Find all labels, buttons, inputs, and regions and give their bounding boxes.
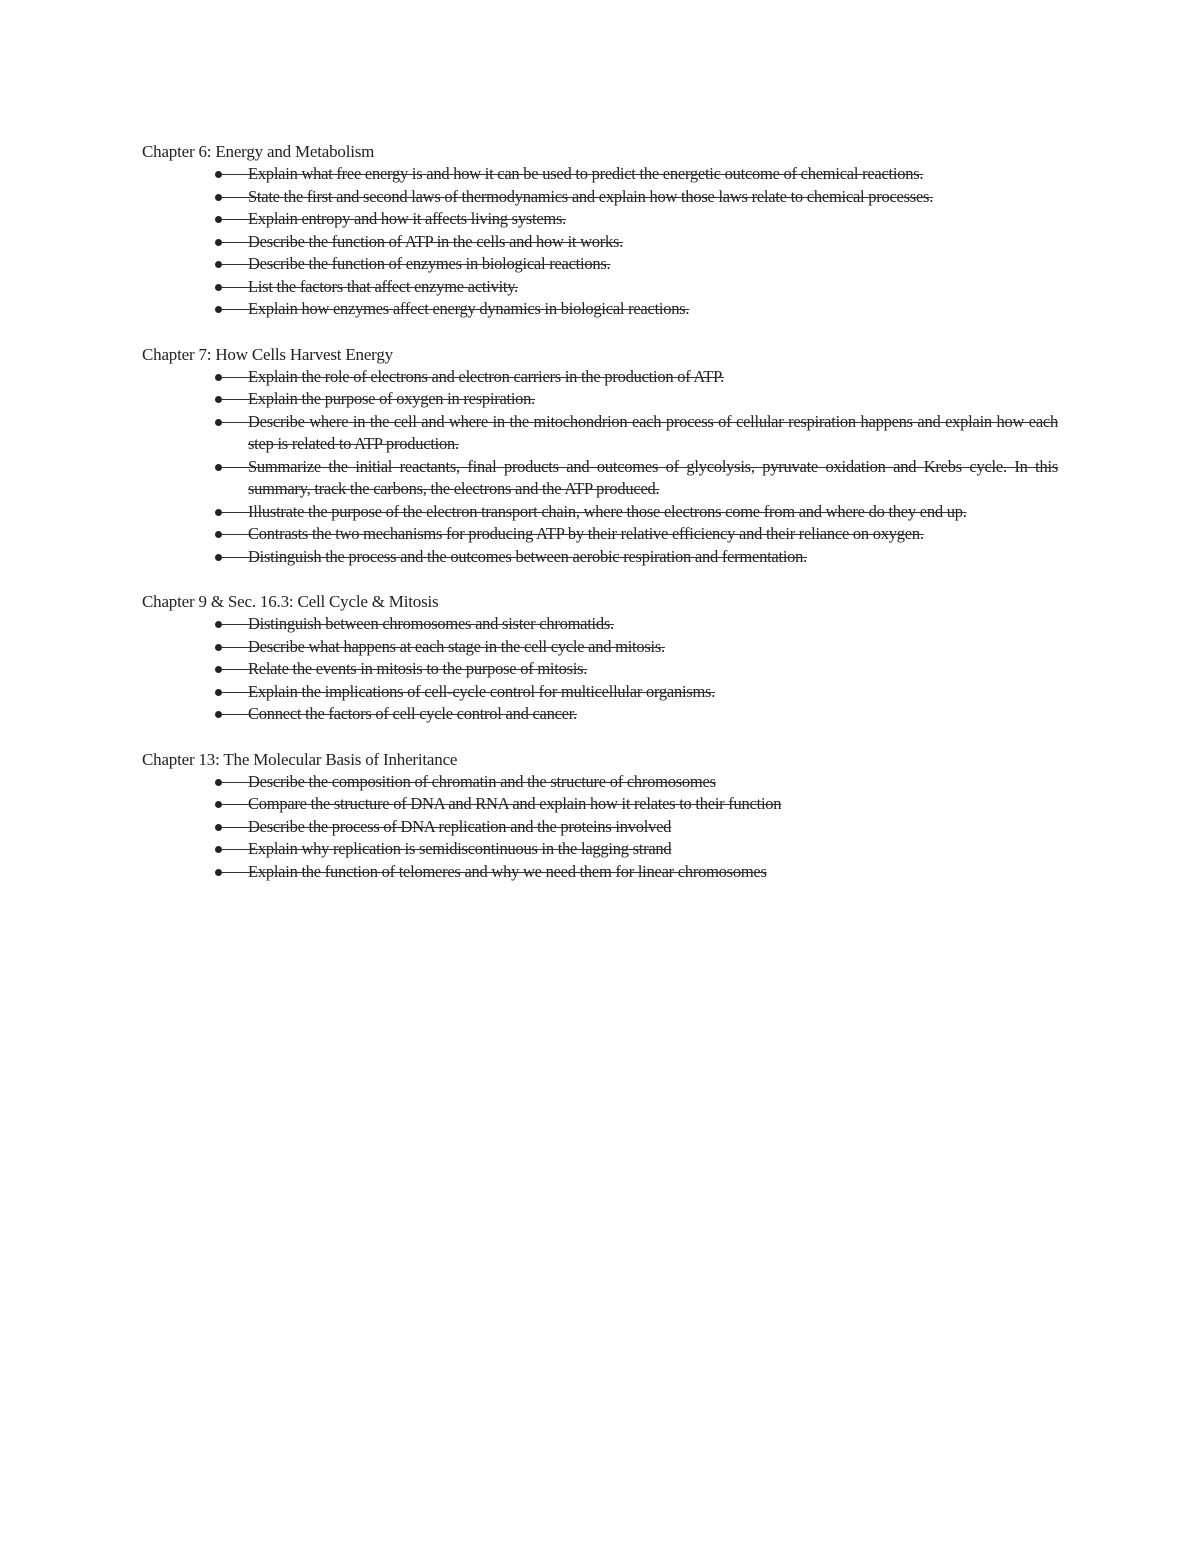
objective-text: Describe what happens at each stage in the cell cycle and mitosis. (248, 636, 665, 656)
list-item (248, 366, 1058, 389)
list-item (248, 816, 1058, 839)
objective-text: Explain the implications of cell-cycle control for multicellular organisms. (248, 681, 716, 701)
list-item (248, 456, 1058, 501)
objective-list (142, 613, 1058, 726)
strike-line (222, 557, 248, 558)
list-item (248, 276, 1058, 299)
strike-line (222, 174, 248, 175)
strike-line (222, 534, 248, 535)
bullet-icon (215, 284, 222, 291)
objective-text: Explain how enzymes affect energy dynamics in biological reactions. (248, 299, 690, 318)
strike-line (222, 782, 248, 783)
bullet-icon (215, 509, 222, 516)
list-item (248, 163, 1058, 186)
chapter-heading: Chapter 9 & Sec. 16.3: Cell Cycle & Mitosis (142, 592, 439, 611)
list-item (248, 546, 1058, 569)
bullet-icon (215, 779, 222, 786)
list-item (248, 411, 1058, 456)
objective-text: Distinguish the process and the outcomes between aerobic respiration and fermentation. (248, 546, 808, 566)
objective-text: Relate the events in mitosis to the purpose of mitosis. (248, 659, 588, 678)
objective-text: Describe the process of DNA replication and the proteins involved (248, 816, 672, 836)
objective-text: List the factors that affect enzyme activity. (248, 276, 519, 296)
objective-text: Describe the composition of chromatin and the structure of chromosomes (248, 771, 716, 791)
list-item (248, 613, 1058, 636)
chapter-section (142, 749, 1058, 884)
list-item (248, 658, 1058, 681)
bullet-icon (215, 374, 222, 381)
strike-line (222, 827, 248, 828)
list-item (248, 523, 1058, 546)
bullet-icon (215, 531, 222, 538)
strike-line (222, 219, 248, 220)
document-page (142, 141, 1058, 906)
strike-line (222, 377, 248, 378)
objective-list (142, 163, 1058, 321)
list-item (248, 681, 1058, 704)
list-item (248, 253, 1058, 276)
list-item (248, 231, 1058, 254)
bullet-icon (215, 846, 222, 853)
strike-line (222, 669, 248, 670)
objective-text: Illustrate the purpose of the electron transport chain, where those electrons come from and where do they end up. (248, 501, 967, 521)
bullet-icon (215, 869, 222, 876)
strike-line (222, 804, 248, 805)
strike-line (222, 512, 248, 513)
chapter-section (142, 141, 1058, 321)
list-item (248, 208, 1058, 231)
list-item (248, 388, 1058, 411)
objective-text: Explain the purpose of oxygen in respiration. (248, 389, 536, 408)
strike-line (222, 287, 248, 288)
bullet-icon (215, 644, 222, 651)
bullet-icon (215, 554, 222, 561)
strike-line (222, 264, 248, 265)
objective-text: Explain what free energy is and how it can be used to predict the energetic outcome of chemical reactions. (248, 164, 924, 183)
bullet-icon (215, 711, 222, 718)
strike-line (222, 242, 248, 243)
strike-line (222, 714, 248, 715)
chapter-section (142, 344, 1058, 569)
list-item (248, 186, 1058, 209)
bullet-icon (215, 306, 222, 313)
list-item (248, 501, 1058, 524)
objective-text: Describe the function of enzymes in biological reactions. (248, 254, 611, 273)
bullet-icon (215, 171, 222, 178)
objective-text: Connect the factors of cell cycle control and cancer. (248, 704, 577, 723)
objective-text: Explain the function of telomeres and why we need them for linear chromosomes (248, 861, 767, 881)
objective-text: State the first and second laws of thermodynamics and explain how those laws relate to chemical processes. (248, 186, 934, 206)
objective-text: Compare the structure of DNA and RNA and explain how it relates to their function (248, 794, 782, 813)
bullet-icon (215, 689, 222, 696)
objective-list (142, 771, 1058, 884)
objective-text: Summarize the initial reactants, final products and outcomes of glycolysis, pyruvate oxidation and Krebs cycle. In this summary, track the carbons, the electrons and the ATP produced. (248, 456, 1058, 498)
list-item (248, 838, 1058, 861)
chapter-section (142, 591, 1058, 726)
list-item (248, 703, 1058, 726)
bullet-icon (215, 239, 222, 246)
strike-line (222, 197, 248, 198)
objective-text: Explain the role of electrons and electron carriers in the production of ATP. (248, 366, 725, 386)
objective-text: Distinguish between chromosomes and sister chromatids. (248, 614, 614, 633)
bullet-icon (215, 419, 222, 426)
list-item (248, 793, 1058, 816)
strike-line (222, 422, 248, 423)
objective-text: Describe the function of ATP in the cells and how it works. (248, 231, 624, 251)
objective-text: Contrasts the two mechanisms for producing ATP by their relative efficiency and their reliance on oxygen. (248, 524, 924, 543)
bullet-icon (215, 801, 222, 808)
objective-list (142, 366, 1058, 569)
strike-line (222, 309, 248, 310)
bullet-icon (215, 824, 222, 831)
strike-line (222, 647, 248, 648)
objective-text: Explain entropy and how it affects living systems. (248, 209, 567, 228)
strike-line (222, 467, 248, 468)
strike-line (222, 399, 248, 400)
strike-line (222, 872, 248, 873)
strike-line (222, 849, 248, 850)
chapter-heading: Chapter 13: The Molecular Basis of Inheritance (142, 749, 458, 769)
bullet-icon (215, 396, 222, 403)
chapter-heading: Chapter 7: How Cells Harvest Energy (142, 344, 393, 364)
objective-text: Describe where in the cell and where in the mitochondrion each process of cellular respiration happens and explain how each step is related to ATP production. (248, 411, 1058, 453)
list-item (248, 298, 1058, 321)
strike-line (222, 624, 248, 625)
strike-line (222, 692, 248, 693)
bullet-icon (215, 261, 222, 268)
list-item (248, 636, 1058, 659)
bullet-icon (215, 621, 222, 628)
bullet-icon (215, 666, 222, 673)
bullet-icon (215, 194, 222, 201)
bullet-icon (215, 464, 222, 471)
objective-text: Explain why replication is semidiscontinuous in the lagging strand (248, 839, 672, 858)
list-item (248, 861, 1058, 884)
bullet-icon (215, 216, 222, 223)
list-item (248, 771, 1058, 794)
chapter-heading: Chapter 6: Energy and Metabolism (142, 142, 375, 161)
